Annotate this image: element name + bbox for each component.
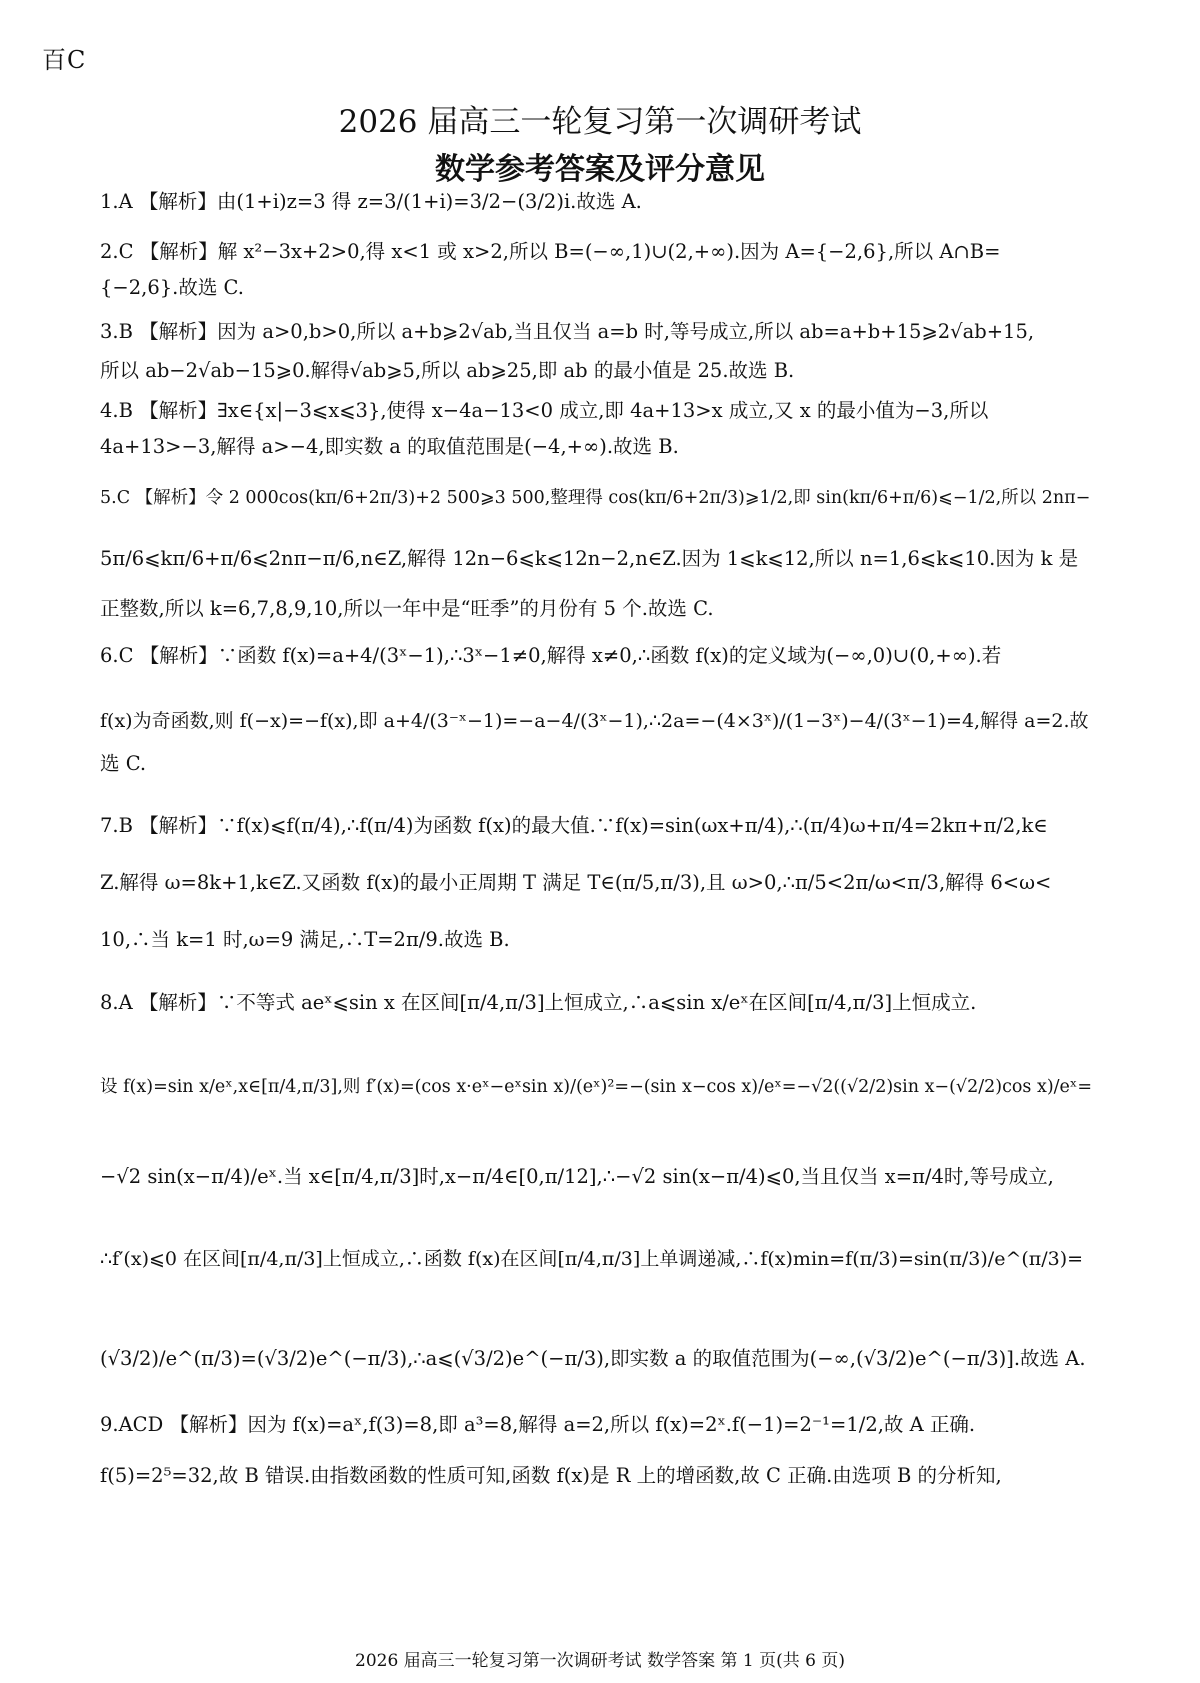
page-footer: 2026 届高三一轮复习第一次调研考试 数学答案 第 1 页(共 6 页) — [355, 1651, 845, 1671]
answer-line: 1.A 【解析】由(1+i)z=3 得 z=3/(1+i)=3/2−(3/2)i.故选 A. — [100, 190, 642, 213]
answer-line: 4.B 【解析】∃x∈{x|−3⩽x⩽3},使得 x−4a−13<0 成立,即 4a+13>x 成立,又 x 的最小值为−3,所以 — [100, 399, 989, 422]
publisher-logo: 百C — [42, 46, 87, 74]
answer-line: 选 C. — [100, 752, 147, 775]
answer-line: 8.A 【解析】∵不等式 aeˣ⩽sin x 在区间[π/4,π/3]上恒成立,∴a⩽sin x/eˣ在区间[π/4,π/3]上恒成立. — [100, 991, 977, 1014]
answer-line: ∴f′(x)⩽0 在区间[π/4,π/3]上恒成立,∴函数 f(x)在区间[π/4,π/3]上单调递减,∴f(x)min=f(π/3)=sin(π/3)/e^(π/3)= — [100, 1248, 1084, 1270]
answer-line: −√2 sin(x−π/4)/eˣ.当 x∈[π/4,π/3]时,x−π/4∈[0,π/12],∴−√2 sin(x−π/4)⩽0,当且仅当 x=π/4时,等号成立, — [100, 1165, 1054, 1188]
answer-line: 10,∴当 k=1 时,ω=9 满足,∴T=2π/9.故选 B. — [100, 928, 510, 951]
answer-line: 9.ACD 【解析】因为 f(x)=aˣ,f(3)=8,即 a³=8,解得 a=2,所以 f(x)=2ˣ.f(−1)=2⁻¹=1/2,故 A 正确. — [100, 1413, 976, 1436]
answer-line: 7.B 【解析】∵f(x)⩽f(π/4),∴f(π/4)为函数 f(x)的最大值.∵f(x)=sin(ωx+π/4),∴(π/4)ω+π/4=2kπ+π/2,k∈ — [100, 814, 1048, 837]
answer-line: 4a+13>−3,解得 a>−4,即实数 a 的取值范围是(−4,+∞).故选 B. — [100, 435, 679, 458]
answer-line: 6.C 【解析】∵函数 f(x)=a+4/(3ˣ−1),∴3ˣ−1≠0,解得 x≠0,∴函数 f(x)的定义域为(−∞,0)∪(0,+∞).若 — [100, 644, 1002, 667]
answer-line: 3.B 【解析】因为 a>0,b>0,所以 a+b⩾2√ab,当且仅当 a=b 时,等号成立,所以 ab=a+b+15⩾2√ab+15, — [100, 320, 1035, 343]
exam-subtitle: 数学参考答案及评分意见 — [435, 152, 765, 187]
answer-line: (√3/2)/e^(π/3)=(√3/2)e^(−π/3),∴a⩽(√3/2)e^(−π/3),即实数 a 的取值范围为(−∞,(√3/2)e^(−π/3)].故选 A. — [100, 1347, 1086, 1370]
answer-line: 5.C 【解析】令 2 000cos(kπ/6+2π/3)+2 500⩾3 500,整理得 cos(kπ/6+2π/3)⩾1/2,即 sin(kπ/6+π/6)⩽−1/2,所以 2nπ− — [100, 488, 1091, 508]
answer-line: f(x)为奇函数,则 f(−x)=−f(x),即 a+4/(3⁻ˣ−1)=−a−4/(3ˣ−1),∴2a=−(4×3ˣ)/(1−3ˣ)−4/(3ˣ−1)=4,解得 a=2.故 — [100, 710, 1089, 732]
answer-line: f(5)=2⁵=32,故 B 错误.由指数函数的性质可知,函数 f(x)是 R 上的增函数,故 C 正确.由选项 B 的分析知, — [100, 1464, 1002, 1487]
answer-line: Z.解得 ω=8k+1,k∈Z.又函数 f(x)的最小正周期 T 满足 T∈(π/5,π/3),且 ω>0,∴π/5<2π/ω<π/3,解得 6<ω< — [100, 871, 1052, 894]
exam-title: 2026 届高三一轮复习第一次调研考试 — [338, 104, 862, 140]
answer-line: 正整数,所以 k=6,7,8,9,10,所以一年中是“旺季”的月份有 5 个.故选 C. — [100, 597, 714, 620]
answer-line: {−2,6}.故选 C. — [100, 276, 244, 299]
answer-line: 5π/6⩽kπ/6+π/6⩽2nπ−π/6,n∈Z,解得 12n−6⩽k⩽12n−2,n∈Z.因为 1⩽k⩽12,所以 n=1,6⩽k⩽10.因为 k 是 — [100, 547, 1079, 570]
answer-line: 设 f(x)=sin x/eˣ,x∈[π/4,π/3],则 f′(x)=(cos x·eˣ−eˣsin x)/(eˣ)²=−(sin x−cos x)/eˣ=−√2((√2/2)sin x−(√2/2)cos x)/eˣ= — [100, 1077, 1092, 1097]
answer-line: 所以 ab−2√ab−15⩾0.解得√ab⩾5,所以 ab⩾25,即 ab 的最小值是 25.故选 B. — [100, 359, 795, 382]
answer-line: 2.C 【解析】解 x²−3x+2>0,得 x<1 或 x>2,所以 B=(−∞,1)∪(2,+∞).因为 A={−2,6},所以 A∩B= — [100, 240, 1001, 263]
